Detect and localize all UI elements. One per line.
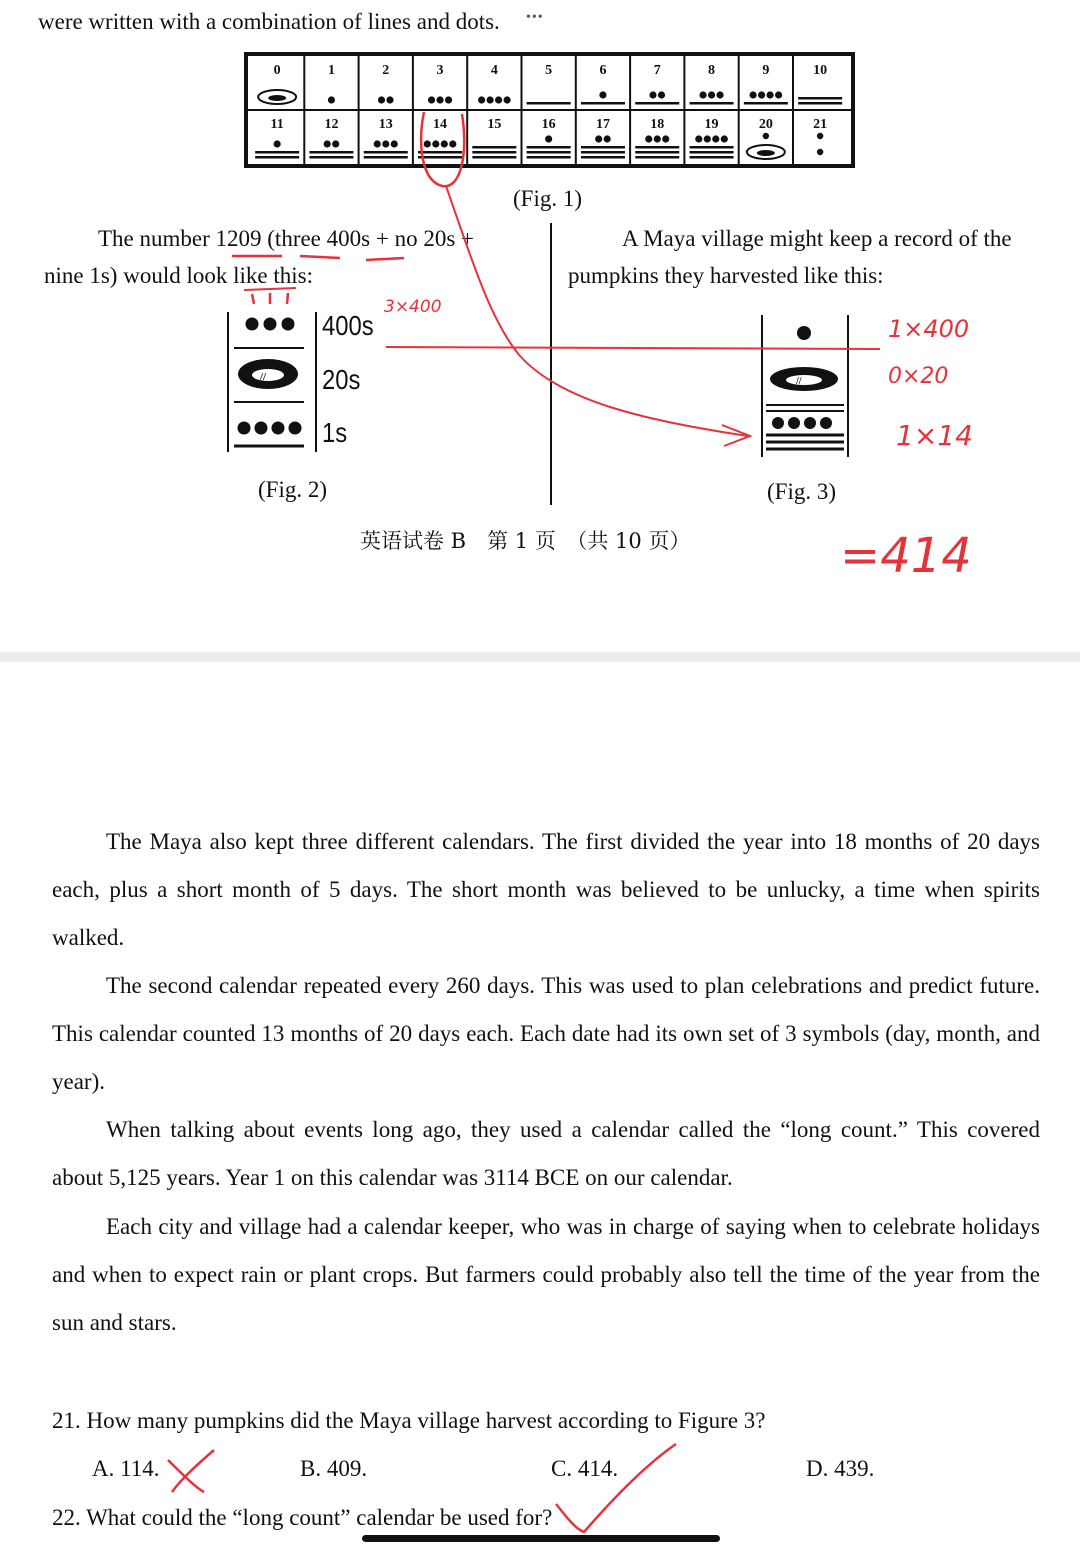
fig1-number-label: 13 [378,117,393,132]
correct-check-icon [556,1444,676,1532]
fig1-number-label: 0 [273,63,281,78]
paragraph-1: The Maya also kept three different calendars. The first divided the year into 18 months of 20 days each, plus a short month of 5 days. The short month was believed to be unlucky, a time when spirits walked. [52,829,1040,950]
page-separator [0,652,1080,662]
fig1-number-label: 20 [758,117,773,132]
page-footer: 英语试卷 B 第 1 页 （共 10 页） [360,529,691,553]
q21-option-b: B. 409. [300,1456,368,1481]
q21-option-c: C. 414. [551,1456,619,1481]
fig2-label-20s: 20s [322,364,361,395]
fig2-intro-line2: nine 1s) would look like this: [44,263,313,288]
handwritten-annotations [0,0,1080,660]
fig1-number-label: 9 [762,63,770,78]
fig1-number-label: 10 [813,63,828,78]
fig2-intro-line1: The number 1209 (three 400s + no 20s + [98,226,474,251]
paragraph-4: Each city and village had a calendar keeper, who was in charge of saying when to celebrate holidays and when to expect rain or plant crops. But farmers could probably also tell the time of the year from the sun and stars. [52,1214,1040,1335]
fig2-label-1s: 1s [322,417,348,448]
fig1-number-label: 5 [545,63,553,78]
fig2-label-400s: 400s [322,310,374,341]
fig1-number-label: 7 [653,63,661,78]
fig1-number-label: 17 [595,117,610,132]
fig1-number-label: 11 [270,117,284,132]
annotation-1x14: 1×14 [896,419,973,452]
fig3-intro-line2: pumpkins they harvested like this: [568,263,884,288]
svg-text://: // [796,376,802,387]
fig3-intro-line1: A Maya village might keep a record of the [622,226,1012,251]
annotation-1x400: 1×400 [888,315,970,343]
answer-marks [0,1420,1080,1550]
fig1-number-label: 8 [708,63,716,78]
annotation-0x20: 0×20 [888,364,949,389]
fig3-caption: (Fig. 3) [767,479,836,504]
question-22: 22. What could the “long count” calendar be used for? [52,1505,553,1530]
fig1-caption: (Fig. 1) [513,186,582,211]
fig1-number-label: 16 [541,117,556,132]
annotation-3x400: 3×400 [384,297,442,317]
home-indicator[interactable] [362,1535,720,1542]
paragraph-3: When talking about events long ago, they used a calendar called the “long count.” This covered about 5,125 years. Year 1 on this calendar was 3114 BCE on our calendar. [52,1117,1040,1190]
fig1-number-label: 15 [487,117,502,132]
annotation-total-414: =414 [840,528,972,584]
paragraph-2: The second calendar repeated every 260 days. This was used to plan celebrations and predict future. This calendar counted 13 months of 20 days each. Each date had its own set of 3 symbols (day, month, and year). [52,973,1040,1094]
fig1-number-label: 2 [382,63,390,78]
fig2-caption: (Fig. 2) [258,477,327,502]
fig1-number-label: 18 [650,117,665,132]
fig1-number-label: 4 [490,63,498,78]
question-21: 21. How many pumpkins did the Maya village harvest according to Figure 3? [52,1408,766,1433]
top-partial-line: were written with a combination of lines and dots. [38,9,500,34]
more-dots-icon: ••• [526,10,544,25]
fig1-number-label: 14 [433,117,448,132]
fig1-number-label: 1 [327,63,335,78]
fig1-number-label: 19 [704,117,719,132]
fig1-number-label: 21 [813,117,828,132]
fig1-number-label: 3 [436,63,444,78]
fig1-number-label: 6 [599,63,607,78]
q21-option-d: D. 439. [806,1456,875,1481]
q21-option-a: A. 114. [92,1456,160,1481]
fig1-number-label: 12 [324,117,339,132]
svg-text://: // [260,371,267,383]
